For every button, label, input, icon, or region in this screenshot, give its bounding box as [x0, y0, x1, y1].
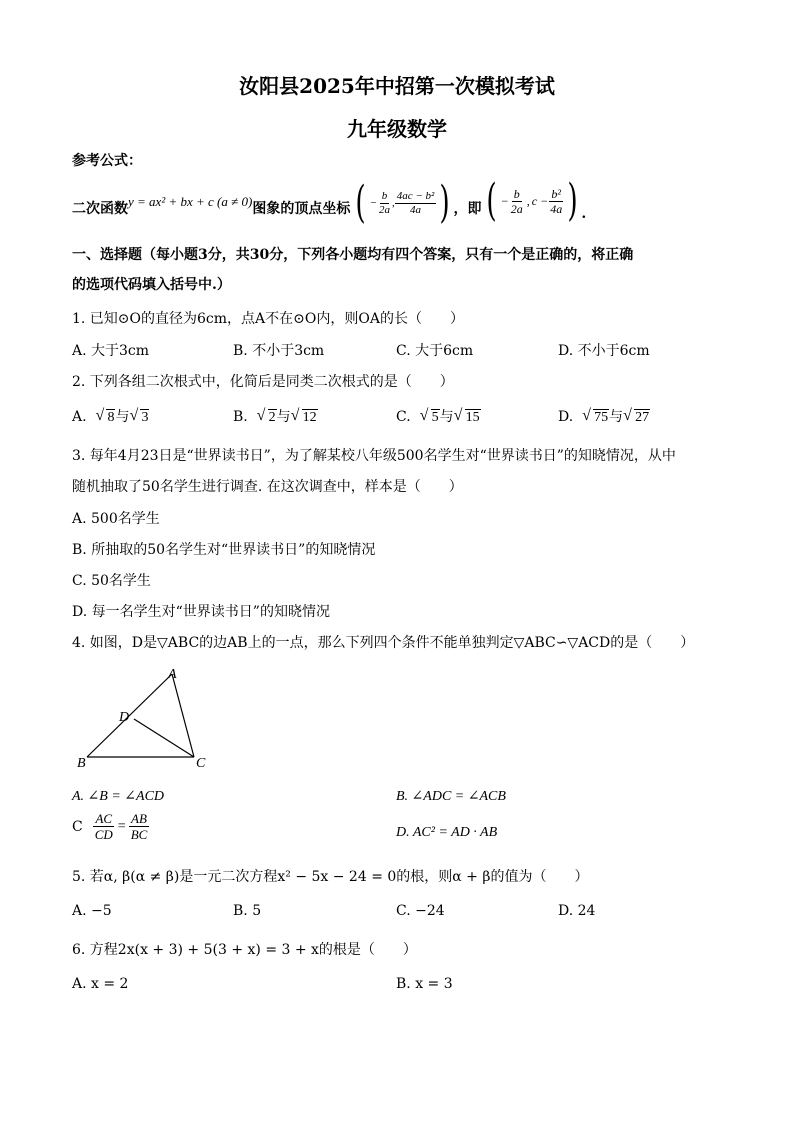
q5-option-a[interactable]: A. −5	[72, 903, 112, 919]
vertex-y-numerator: 4ac − b²	[396, 189, 435, 202]
vertex-label-d: D	[119, 710, 130, 725]
function-expression: y = ax² + bx + c (a ≠ 0)	[128, 194, 253, 209]
q3-option-c[interactable]: C. 50名学生	[72, 573, 151, 589]
alt-x-denominator: 2a	[510, 201, 523, 216]
vertex-formula-alt: ( − $\frac{b}{2a}$ , c − $\frac{\text{b²}}{4a}$ )	[486, 175, 578, 226]
triangle-figure	[72, 662, 222, 777]
section-heading-line2: 的选项代码填入括号中.）	[72, 277, 231, 293]
alt-y-denominator: 4a	[550, 201, 563, 216]
sqrt-icon: √ 3	[129, 407, 149, 425]
vertex-formula: ( − $\frac{b}{2a}$ , $\frac{\text{4ac − b²}}{4a}$ )	[355, 177, 451, 228]
sqrt-icon: √ 12	[290, 407, 317, 425]
alt-y-numerator: b²	[551, 186, 561, 201]
q1-option-c[interactable]: C. 大于6cm	[396, 343, 474, 359]
question-4-stem: 4. 如图，D是▽ABC的边AB上的一点，那么下列四个条件不能单独判定▽ABC∽▽ACD的是（ ）	[72, 635, 695, 651]
question-3-stem-line1: 3. 每年4月23日是“世界读书日”，为了解某校八年级500名学生对“世界读书日”的知晓情况，从中	[72, 448, 676, 464]
q2-option-b[interactable]: B. √ 2与 √ 12	[233, 407, 317, 425]
vertex-x-denominator: 2a	[378, 203, 390, 216]
vertex-label-b: B	[77, 756, 86, 771]
side-ab	[87, 674, 172, 757]
exam-title: 汝阳县2025年中招第一次模拟考试	[239, 74, 555, 98]
question-3-stem-line2: 随机抽取了50名学生进行调查. 在这次调查中，样本是（ ）	[72, 479, 463, 495]
q5-option-c[interactable]: C. −24	[396, 903, 445, 919]
section-heading-line1: 一、选择题（每小题3分，共30分，下列各小题均有四个答案，只有一个是正确的，将正确	[72, 247, 634, 263]
exam-subtitle: 九年级数学	[347, 117, 447, 141]
question-2-stem: 2. 下列各组二次根式中，化简后是同类二次根式的是（ ）	[72, 374, 454, 390]
vertex-text: 图象的顶点坐标	[252, 201, 351, 217]
q3-option-b[interactable]: B. 所抽取的50名学生对“世界读书日”的知晓情况	[72, 542, 376, 558]
vertex-x-numerator: b	[381, 189, 388, 202]
sqrt-icon: √ 75	[582, 407, 609, 425]
q5-option-d[interactable]: D. 24	[558, 903, 596, 919]
sqrt-icon: √ 8	[95, 407, 115, 425]
alt-x-numerator: b	[513, 186, 520, 201]
vertex-y-denominator: 4a	[410, 203, 421, 216]
q3-option-d[interactable]: D. 每一名学生对“世界读书日”的知晓情况	[72, 604, 330, 620]
q3-option-a[interactable]: A. 500名学生	[72, 511, 160, 527]
formula-prefix: 二次函数	[72, 201, 128, 217]
vertex-label-a: A	[168, 667, 177, 682]
q1-option-b[interactable]: B. 不小于3cm	[233, 343, 325, 359]
question-1-stem: 1. 已知⊙O的直径为6cm，点A不在⊙O内，则OA的长（ ）	[72, 311, 464, 327]
q4-option-c[interactable]: C $\frac{AC}{CD}$ = $\frac{AB}{BC}$	[72, 811, 148, 842]
q5-option-b[interactable]: B. 5	[233, 903, 262, 919]
q2-option-a[interactable]: A. √ 8与 √ 3	[72, 407, 149, 425]
q2-option-c[interactable]: C. √ 5与 √ 15	[396, 407, 480, 425]
formula-label: 参考公式：	[72, 153, 142, 169]
sqrt-icon: √ 27	[623, 407, 650, 425]
ji-text: ，即	[453, 201, 482, 217]
vertex-label-c: C	[196, 756, 206, 771]
question-5-stem: 5. 若α, β(α ≠ β)是一元二次方程x² − 5x − 24 = 0的根，则α + β的值为（ ）	[72, 869, 589, 885]
sqrt-icon: √ 2	[256, 407, 276, 425]
q1-option-d[interactable]: D. 不小于6cm	[558, 343, 650, 359]
question-6-stem: 6. 方程2x(x + 3) + 5(3 + x) = 3 + x的根是（ ）	[72, 942, 417, 958]
sqrt-icon: √ 5	[419, 407, 439, 425]
q6-option-a[interactable]: A. x = 2	[72, 976, 129, 992]
formula-line: 二次函数 y = ax² + bx + c (a ≠ 0) 图象的顶点坐标 ( − $\frac{b}{2a}$ , $\frac{\text{4ac − b²}}{4a}$ ) ，即 ( − $\frac{b}{2a}$ , c − $\frac{\text{b²}}{4a}$ ) .	[72, 175, 587, 228]
q6-option-b[interactable]: B. x = 3	[396, 976, 453, 992]
q2-option-d[interactable]: D. √ 75与 √ 27	[558, 407, 650, 425]
q1-option-a[interactable]: A. 大于3cm	[72, 343, 150, 359]
q4-option-a[interactable]: A. ∠B = ∠ACD	[72, 789, 165, 804]
sqrt-icon: √ 15	[453, 407, 480, 425]
q4-option-b[interactable]: B. ∠ADC = ∠ACB	[396, 789, 506, 804]
q4-option-d[interactable]: D. AC² = AD · AB	[396, 825, 498, 840]
alt-c-term: c −	[531, 193, 549, 208]
